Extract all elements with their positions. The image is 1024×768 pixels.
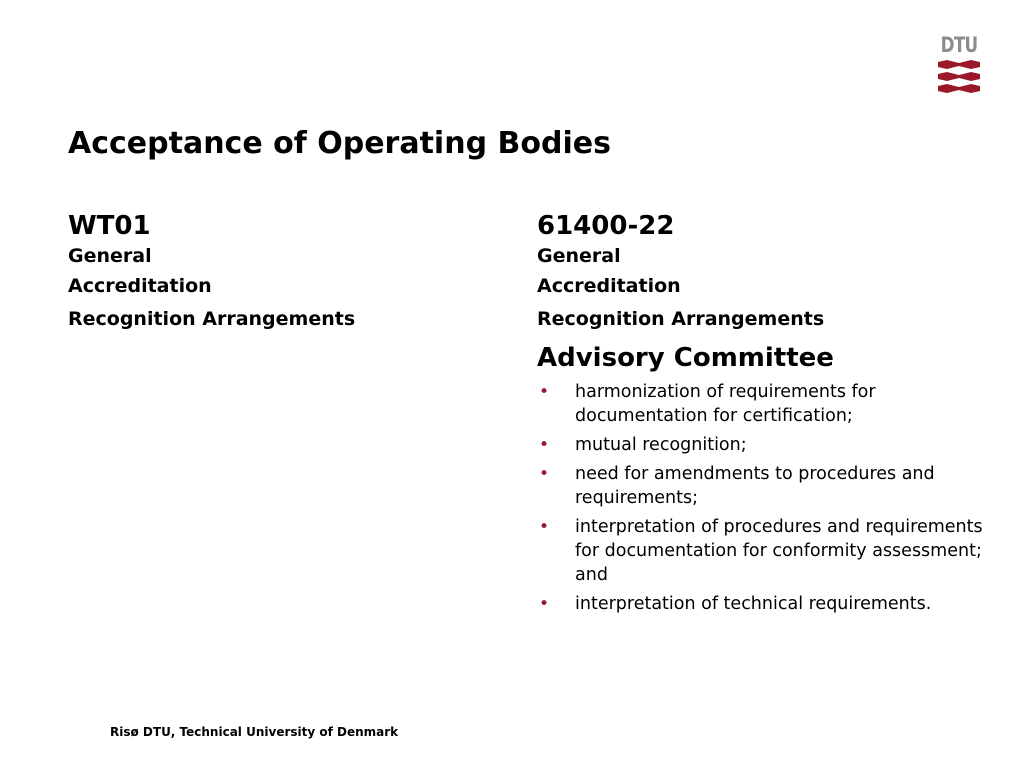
bullet-dot-icon: • [539,594,550,614]
list-item [537,515,992,587]
right-item-recognition: Recognition Arrangements [537,308,825,330]
bullet-text: harmonization of requirements for documentation for certification; [575,382,876,426]
advisory-bullet-list [537,380,992,616]
footer-text: Risø DTU, Technical University of Denmark [110,725,399,739]
left-column-heading: WT01 [68,211,151,241]
right-item-accreditation: Accreditation [537,275,681,297]
bullet-dot-icon: • [539,517,550,537]
bullet-text: mutual recognition; [575,435,747,455]
list-item [537,433,992,457]
left-item-accreditation: Accreditation [68,275,212,297]
bullet-text: need for amendments to procedures and requirements; [575,464,935,508]
list-item [537,592,992,616]
bullet-dot-icon: • [539,382,550,402]
dtu-wave-icon [936,60,982,94]
left-column [68,210,538,336]
advisory-committee-heading: Advisory Committee [537,343,834,373]
list-item [537,462,992,510]
dtu-logo-text: DTU [940,33,978,57]
bullet-dot-icon: • [539,435,550,455]
left-item-general: General [68,245,152,267]
bullet-dot-icon: • [539,464,550,484]
left-item-recognition: Recognition Arrangements [68,308,356,330]
dtu-logo [936,34,982,94]
slide-title: Acceptance of Operating Bodies [68,126,611,161]
right-column [537,210,1007,621]
right-column-heading: 61400-22 [537,211,675,241]
right-item-general: General [537,245,621,267]
bullet-text: interpretation of procedures and requirements for documentation for conformity assessment; and [575,517,983,585]
list-item [537,380,992,428]
bullet-text: interpretation of technical requirements. [575,594,932,614]
